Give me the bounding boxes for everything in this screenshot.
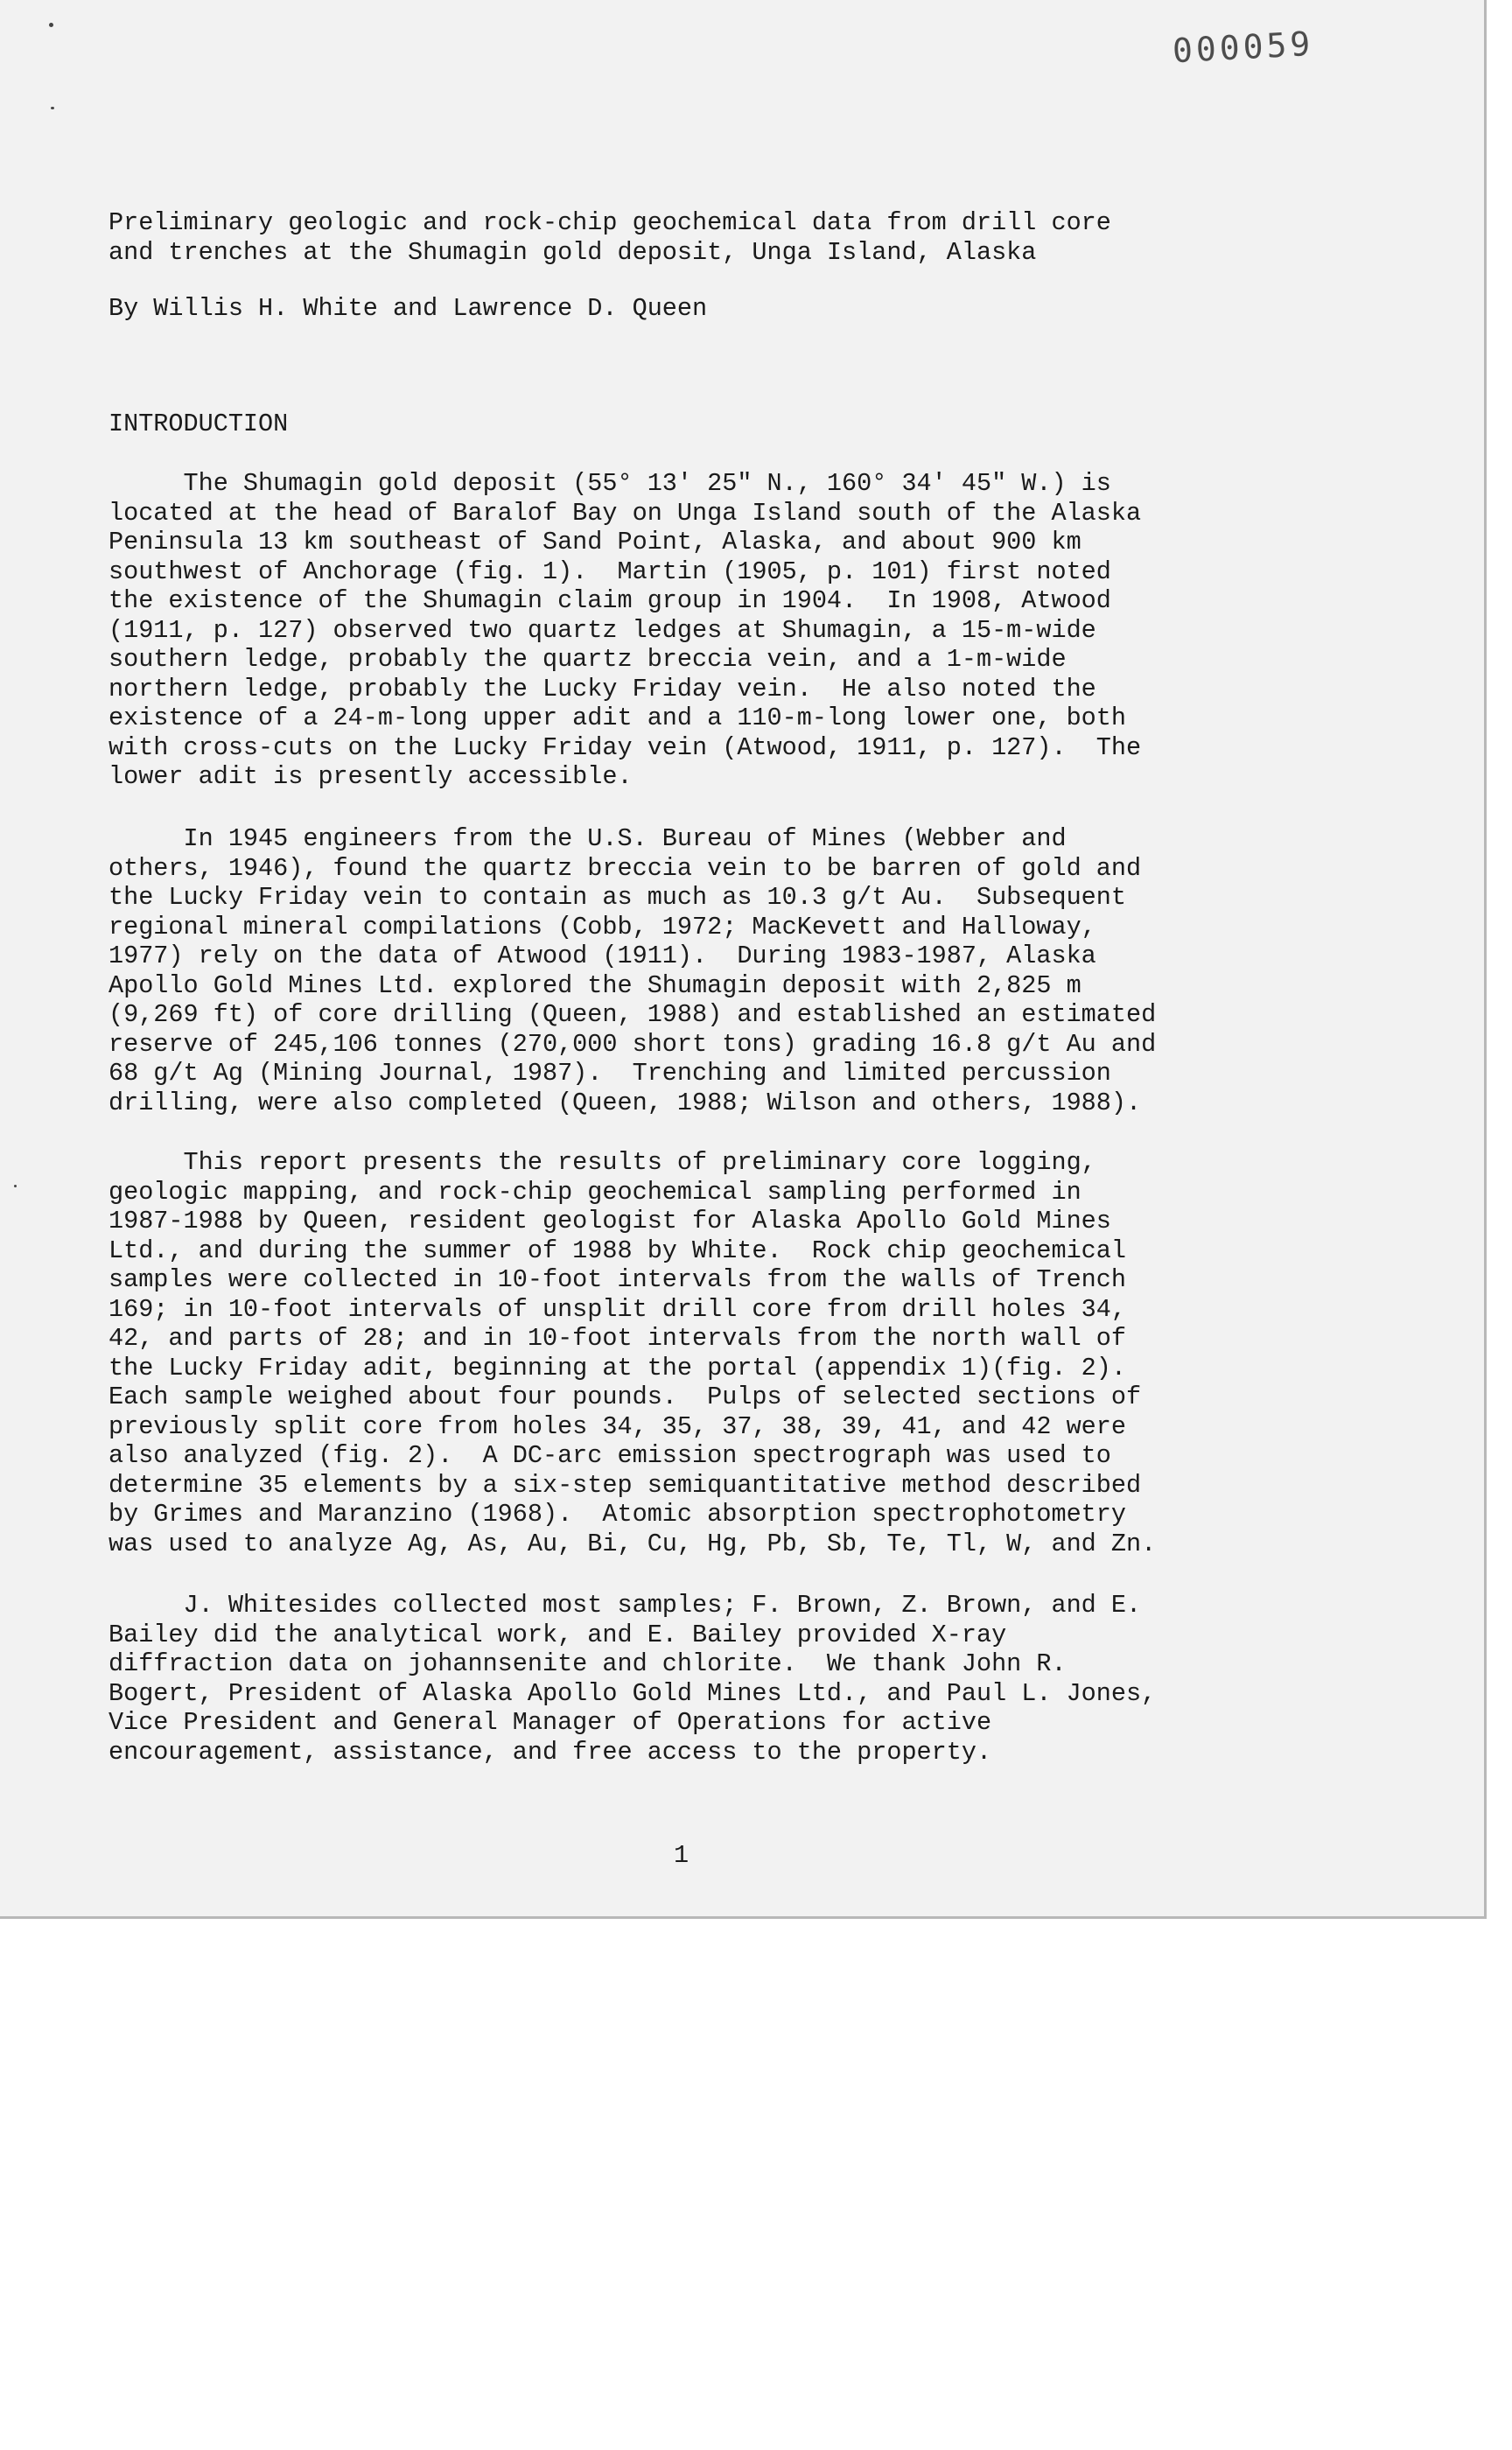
scan-speck-2 — [51, 107, 54, 109]
document-authors: By Willis H. White and Lawrence D. Queen — [108, 294, 708, 323]
section-heading: INTRODUCTION — [108, 410, 289, 438]
paragraph: This report presents the results of preliminary core logging, geologic mapping, and rock-chip geochemical sampling performed in 1987-1988 by Queen, resident geologist for Alaska Apollo Gold Mines Ltd., and during the summer of 1988 by White. Rock chip geochemical samples were collected in 10-foot intervals from the walls of Trench 169; in 10-foot intervals of unsplit drill core from drill holes 34, 42, and parts of 28; and in 10-foot intervals from the north wall of the Lucky Friday adit, beginning at the portal (appendix 1)(fig. 2). Each sample weighed about four pounds. Pulps of selected sections of previously split core from holes 34, 35, 37, 38, 39, 41, and 42 were also analyzed (fig. 2). A DC-arc emission spectrograph was used to determine 35 elements by a six-step semiquantitative method described by Grimes and Maranzino (1968). Atomic absorption spectrophotometry was used to analyze Ag, As, Au, Bi, Cu, Hg, Pb, Sb, Te, Tl, W, and Zn. — [108, 1148, 1157, 1558]
paragraph: The Shumagin gold deposit (55° 13' 25" N., 160° 34' 45" W.) is located at the head of Baralof Bay on Unga Island south of the Alaska Peninsula 13 km southeast of Sand Point, Alaska, and about 900 km southwest of Anchorage (fig. 1). Martin (1905, p. 101) first noted the existence of the Shumagin claim group in 1904. In 1908, Atwood (1911, p. 127) observed two quartz ledges at Shumagin, a 15-m-wide southern ledge, probably the quartz breccia vein, and a 1-m-wide northern ledge, probably the Lucky Friday vein. He also noted the existence of a 24-m-long upper adit and a 110-m-long lower one, both with cross-cuts on the Lucky Friday vein (Atwood, 1911, p. 127). The lower adit is presently accessible. — [108, 469, 1142, 791]
page-number: 1 — [674, 1841, 690, 1870]
paragraph: J. Whitesides collected most samples; F. Brown, Z. Brown, and E. Bailey did the analytical work, and E. Bailey provided X-ray diffraction data on johannsenite and chlorite. We thank John R. Bogert, President of Alaska Apollo Gold Mines Ltd., and Paul L. Jones, Vice President and General Manager of Operations for active encouragement, assistance, and free access to the property. — [108, 1591, 1157, 1767]
scan-speck-3 — [14, 1185, 17, 1187]
paragraph: In 1945 engineers from the U.S. Bureau of Mines (Webber and others, 1946), found the quartz breccia vein to be barren of gold and the Lucky Friday vein to contain as much as 10.3 g/t Au. Subsequent regional mineral compilations (Cobb, 1972; MacKevett and Halloway, 1977) rely on the data of Atwood (1911). During 1983-1987, Alaska Apollo Gold Mines Ltd. explored the Shumagin deposit with 2,825 m (9,269 ft) of core drilling (Queen, 1988) and established an estimated reserve of 245,106 tonnes (270,000 short tons) grading 16.8 g/t Au and 68 g/t Ag (Mining Journal, 1987). Trenching and limited percussion drilling, were also completed (Queen, 1988; Wilson and others, 1988). — [108, 824, 1157, 1117]
scan-speck-1 — [49, 23, 53, 27]
page-id-stamp: 000059 — [1171, 24, 1315, 71]
document-title: Preliminary geologic and rock-chip geochemical data from drill core and trenches at the Shumagin gold deposit, Unga Island, Alaska — [108, 208, 1111, 267]
